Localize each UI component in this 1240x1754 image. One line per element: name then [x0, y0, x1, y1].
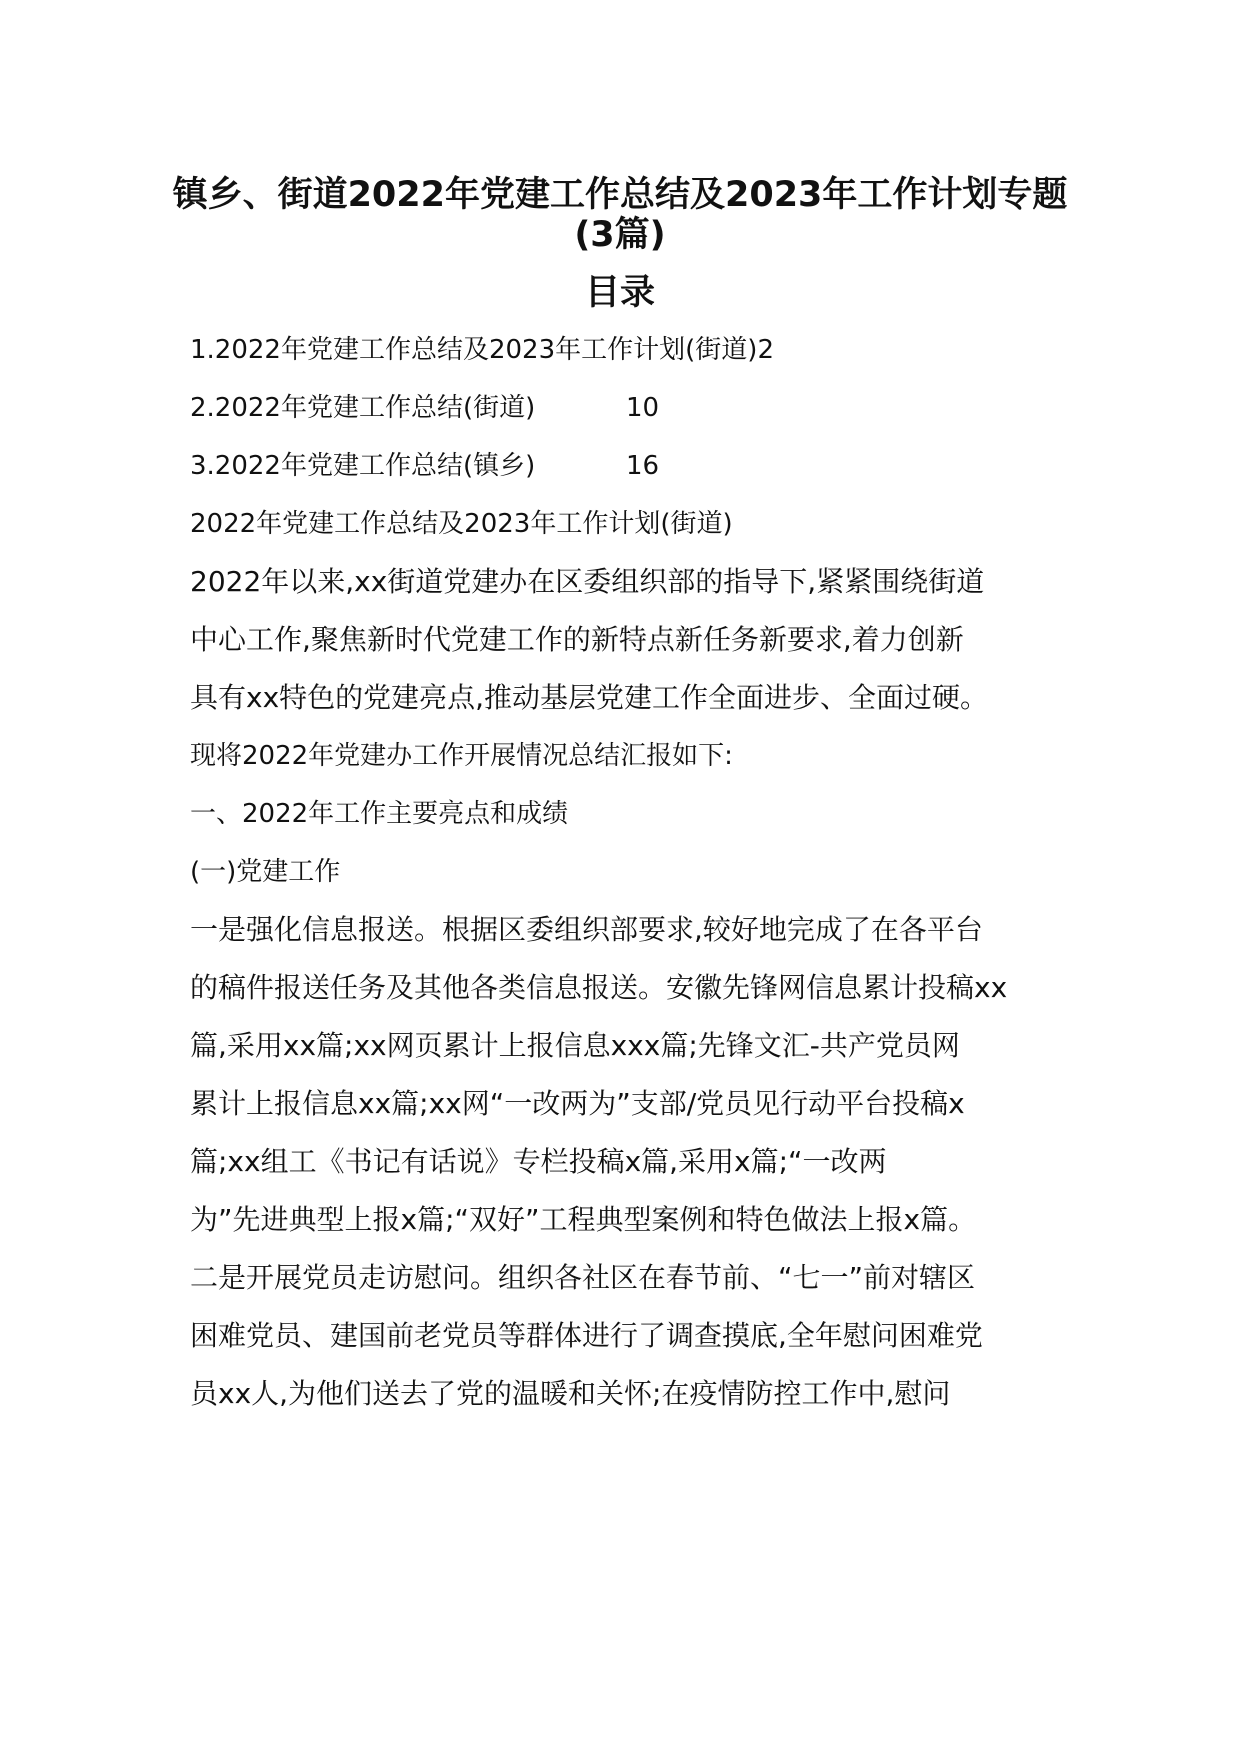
- toc-heading: 目录: [584, 273, 655, 313]
- toc-item-page: 10: [626, 393, 660, 423]
- body-line: 2022年以来,xx街道党建办在区委组织部的指导下,紧紧围绕街道: [190, 565, 985, 598]
- toc-item-2[interactable]: [190, 388, 535, 428]
- body-line: 的稿件报送任务及其他各类信息报送。安徽先锋网信息累计投稿xx: [190, 971, 1008, 1004]
- body-line: 累计上报信息xx篇;xx网“一改两为”支部/党员见行动平台投稿x: [190, 1087, 965, 1120]
- document-title-line-1: 镇乡、街道2022年党建工作总结及2023年工作计划专题: [172, 175, 1068, 215]
- body-line: 篇,采用xx篇;xx网页累计上报信息xxx篇;先锋文汇-共产党员网: [190, 1029, 960, 1062]
- body-line: 具有xx特色的党建亮点,推动基层党建工作全面进步、全面过硬。: [190, 681, 989, 714]
- toc-item-1[interactable]: [190, 330, 774, 370]
- toc-item-label: 3.2022年党建工作总结(镇乡): [190, 451, 536, 481]
- body-line: 篇;xx组工《书记有话说》专栏投稿x篇,采用x篇;“一改两: [190, 1145, 887, 1178]
- body-line: 中心工作,聚焦新时代党建工作的新特点新任务新要求,着力创新: [190, 623, 964, 656]
- toc-item-page: 2: [757, 335, 774, 365]
- body-line: 一是强化信息报送。根据区委组织部要求,较好地完成了在各平台: [190, 913, 983, 946]
- body-line: 为”先进典型上报x篇;“双好”工程典型案例和特色做法上报x篇。: [190, 1203, 977, 1236]
- body-line: 困难党员、建国前老党员等群体进行了调查摸底,全年慰问困难党: [190, 1319, 983, 1352]
- toc-item-label: 2.2022年党建工作总结(街道): [190, 393, 536, 423]
- toc-item-label: 1.2022年党建工作总结及2023年工作计划(街道): [190, 335, 758, 365]
- toc-item-page: 16: [626, 451, 660, 481]
- section-heading: 一、2022年工作主要亮点和成绩: [190, 799, 569, 829]
- body-line: 二是开展党员走访慰问。组织各社区在春节前、“七一”前对辖区: [190, 1261, 976, 1294]
- section-title: 2022年党建工作总结及2023年工作计划(街道): [190, 509, 733, 539]
- subsection-heading: (一)党建工作: [190, 857, 341, 887]
- toc-item-3[interactable]: [190, 446, 535, 486]
- body-line: 员xx人,为他们送去了党的温暖和关怀;在疫情防控工作中,慰问: [190, 1377, 951, 1410]
- document-title-line-2: (3篇): [574, 215, 666, 255]
- body-line: 现将2022年党建办工作开展情况总结汇报如下:: [190, 741, 733, 771]
